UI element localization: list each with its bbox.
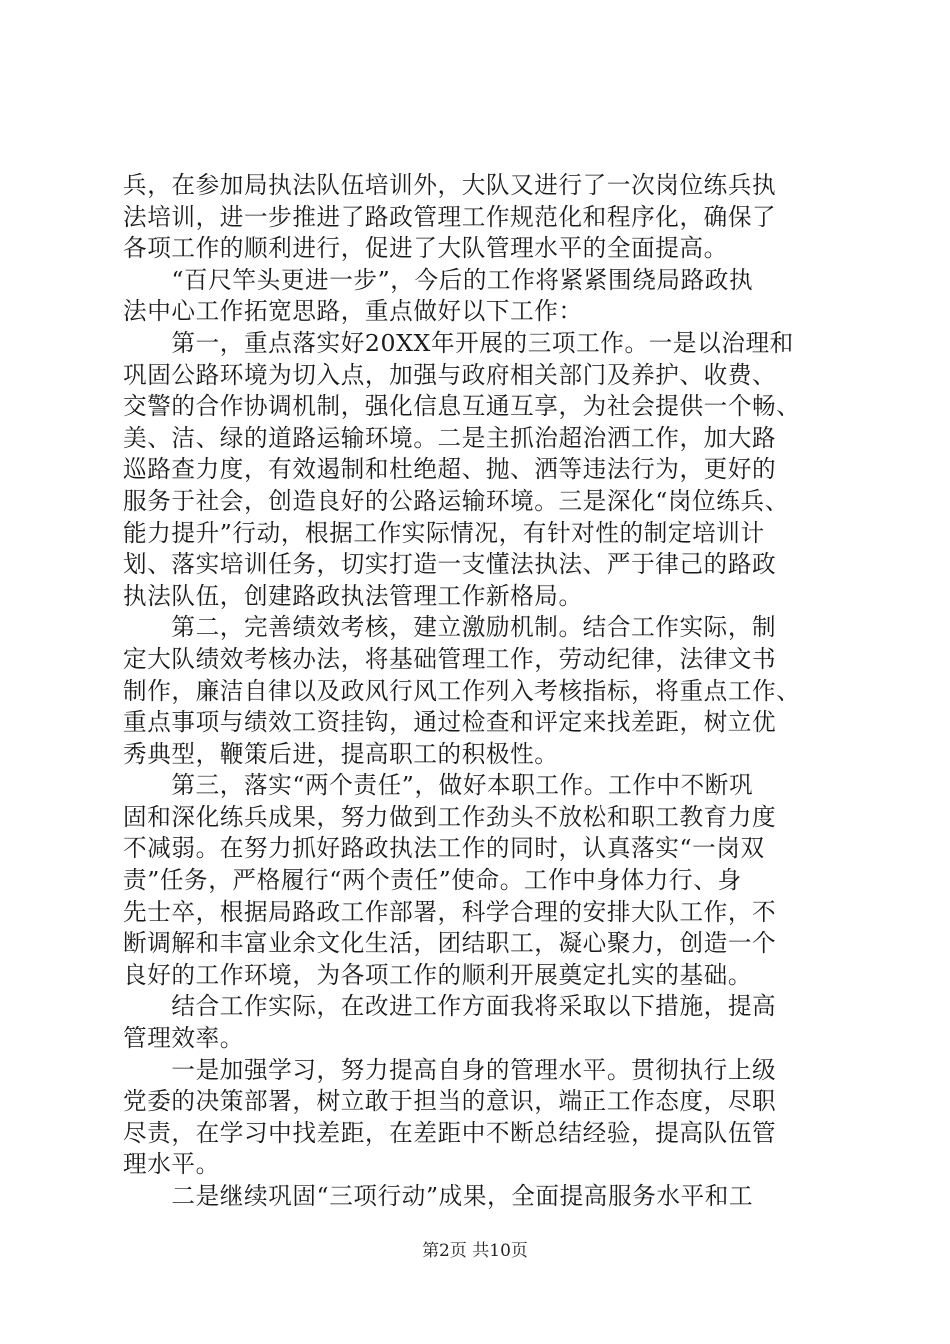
document-body	[123, 170, 833, 1213]
paragraph: 第二，完善绩效考核，建立激励机制。结合工作实际，制 定大队绩效考核办法，将基础管理工作，劳动纪律，法律文书 制作，廉洁自律以及政风行风工作列入考核指标，将重点工作、 重点事项与绩效工资挂钩，通过检查和评定来找差距，树立优 秀典型，鞭策后进，提高职工的积极性。	[123, 613, 801, 768]
paragraph: 第一，重点落实好20XX年开展的三项工作。一是以治理和 巩固公路环境为切入点，加强与政府相关部门及养护、收费、 交警的合作协调机制，强化信息互通互享，为社会提供一个畅、 美、洁、绿的道路运输环境。二是主抓治超治洒工作，加大路 巡路查力度，有效遏制和杜绝超、抛、洒等违法行为，更好的 服务于社会，创造良好的公路运输环境。三是深化“岗位练兵、 能力提升”行动，根据工作实际情况，有针对性的制定培训计 划、落实培训任务，切实打造一支懂法执法、严于律己的路政 执法队伍，创建路政执法管理工作新格局。	[123, 328, 801, 610]
paragraph: 结合工作实际，在改进工作方面我将采取以下措施，提高 管理效率。	[123, 992, 777, 1053]
page-footer: 第2页 共10页	[422, 1241, 528, 1261]
paragraph: 兵，在参加局执法队伍培训外，大队又进行了一次岗位练兵执 法培训，进一步推进了路政管理工作规范化和程序化，确保了 各项工作的顺利进行，促进了大队管理水平的全面提高。	[123, 171, 777, 263]
paragraph: 二是继续巩固“三项行动”成果，全面提高服务水平和工	[123, 1182, 754, 1210]
paragraph: 第三，落实“两个责任”，做好本职工作。工作中不断巩 固和深化练兵成果，努力做到工作劲头不放松和职工教育力度 不减弱。在努力抓好路政执法工作的同时，认真落实“一岗双 责”任务，严格履行“两个责任”使命。工作中身体力行、身 先士卒，根据局路政工作部署，科学合理的安排大队工作，不 断调解和丰富业余文化生活，团结职工，凝心聚力，创造一个 良好的工作环境，为各项工作的顺利开展奠定扎实的基础。	[123, 771, 777, 989]
paragraph: 一是加强学习，努力提高自身的管理水平。贯彻执行上级 党委的决策部署，树立敢于担当的意识，端正工作态度，尽职 尽责，在学习中找差距，在差距中不断总结经验，提高队伍管 理水平。	[123, 1055, 777, 1179]
paragraph: “百尺竿头更进一步”，今后的工作将紧紧围绕局路政执 法中心工作拓宽思路，重点做好以下工作：	[123, 265, 754, 326]
